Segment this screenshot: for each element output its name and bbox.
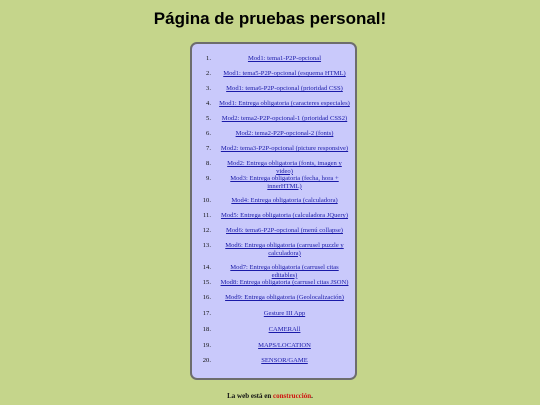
links-panel [190,42,357,380]
item-number: 14. [202,264,211,271]
link-sensor-game[interactable]: SENSOR/GAME [261,357,308,364]
item-number: 12. [202,227,211,234]
item-number: 6. [206,130,211,137]
link-mod4-entrega[interactable]: Mod4: Entrega obligatoria (calculadora) [231,197,338,204]
link-mod9-entrega[interactable]: Mod9: Entrega obligatoria (Geolocalización) [225,294,344,301]
link-mod2-tema2-1[interactable]: Mod2: tema2-P2P-opcional-1 (prioridad CSS2) [221,115,348,122]
footer-text: La web está en [227,392,274,400]
link-mod6-tema6[interactable]: Mod6: tema6-P2P-opcional (menú collapse) [225,227,343,234]
link-mod2-tema3[interactable]: Mod2: tema3-P2P-opcional (picture responsive) [220,145,349,152]
item-number: 4. [206,100,211,107]
link-mod3-entrega[interactable]: Mod3: Entrega obligatoria (fecha, hora + innerHTML) [230,175,339,190]
link-maps-location[interactable]: MAPS/LOCATION [258,342,311,349]
footer-highlight: construcción [273,392,312,400]
link-camera[interactable]: CAMERAll [268,326,301,333]
item-number: 5. [206,115,211,122]
link-mod2-tema2-2[interactable]: Mod2: tema2-P2P-opcional-2 (fonts) [235,130,334,137]
item-number: 17. [202,310,211,317]
link-mod2-entrega[interactable]: Mod2: Entrega obligatoria (fonts, imagen y video) [227,160,342,175]
item-number: 7. [206,145,211,152]
item-number: 20. [202,357,211,364]
item-number: 18. [202,326,211,333]
page-title: Página de pruebas personal! [153,9,387,28]
item-number: 2. [206,70,211,77]
footer-end: . [311,392,313,400]
item-number: 9. [206,175,211,182]
item-number: 1. [206,55,211,62]
link-mod8-entrega[interactable]: Mod8: Entrega obligatoria (carrusel citas JSON) [220,279,349,286]
footer-note [0,392,540,400]
item-number: 3. [206,85,211,92]
item-number: 10. [202,197,211,204]
link-mod7-entrega[interactable]: Mod7: Entrega obligatoria (carrusel citas editables) [230,264,339,279]
link-mod1-tema5[interactable]: Mod1: tema5-P2P-opcional (esquema HTML) [223,70,346,77]
link-mod6-entrega[interactable]: Mod6: Entrega obligatoria (carrusel puzzle y calculadora) [225,242,344,257]
link-mod1-entrega[interactable]: Mod1: Entrega obligatoria (caracteres especiales) [219,100,350,107]
link-mod1-tema6[interactable]: Mod1: tema6-P2P-opcional (prioridad CSS) [226,85,343,92]
item-number: 13. [202,242,211,249]
link-mod1-tema1[interactable]: Mod1: tema1-P2P-opcional [247,55,322,62]
item-number: 15. [202,279,211,286]
link-mod5-entrega[interactable]: Mod5: Entrega obligatoria (calculadora JQuery) [220,212,349,219]
link-gesture-app[interactable]: Gesture III App [263,310,306,317]
item-number: 11. [203,212,211,219]
item-number: 16. [202,294,211,301]
item-number: 8. [206,160,211,167]
item-number: 19. [202,342,211,349]
